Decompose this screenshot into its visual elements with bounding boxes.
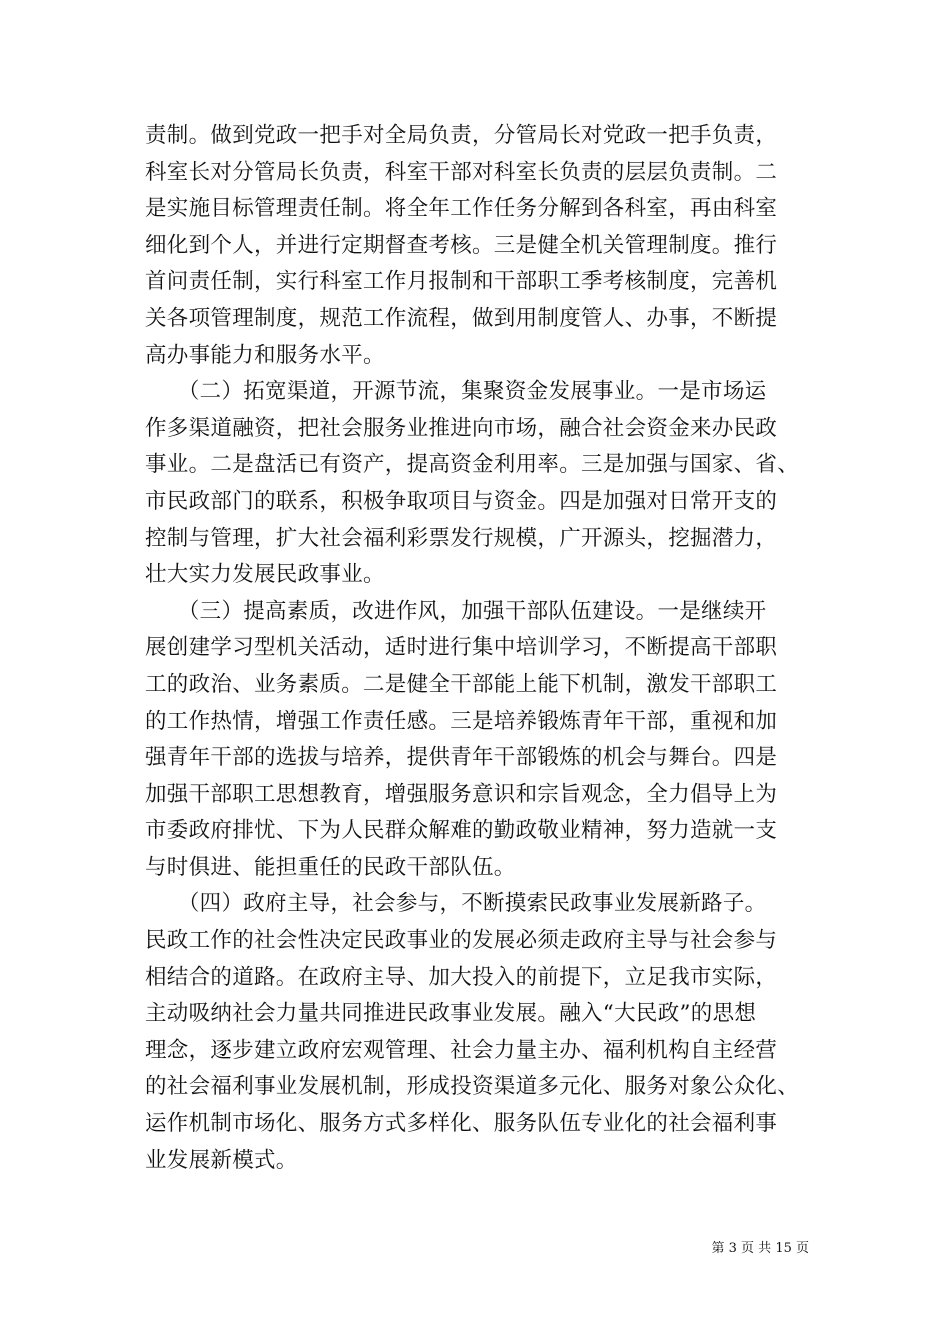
text-line: 民政工作的社会性决定民政事业的发展必须走政府主导与社会参与 [145,928,778,954]
text-line: 关各项管理制度，规范工作流程，做到用制度管人、办事，不断提 [145,305,778,331]
text-line: 细化到个人，并进行定期督查考核。三是健全机关管理制度。推行 [145,232,778,258]
body-text [145,118,810,1179]
text-line: （二）拓宽渠道，开源节流，集聚资金发展事业。一是市场运 [145,379,767,405]
text-line: 与时俱进、能担重任的民政干部队伍。 [145,854,516,880]
text-line: 市民政部门的联系，积极争取项目与资金。四是加强对日常开支的 [145,488,778,514]
text-line: 作多渠道融资，把社会服务业推进向市场，融合社会资金来办民政 [145,415,778,441]
text-line: 工的政治、业务素质。二是健全干部能上能下机制，激发干部职工 [145,671,778,697]
text-line: （三）提高素质，改进作风，加强干部队伍建设。一是继续开 [145,598,767,624]
text-line: 相结合的道路。在政府主导、加大投入的前提下，立足我市实际， [145,964,778,990]
text-line: （四）政府主导，社会参与，不断摸索民政事业发展新路子。 [145,891,767,917]
text-line: 首问责任制，实行科室工作月报制和干部职工季考核制度，完善机 [145,269,778,295]
text-line: 业发展新模式。 [145,1147,298,1173]
text-line: 理念，逐步建立政府宏观管理、社会力量主办、福利机构自主经营 [145,1037,778,1063]
text-line: 壮大实力发展民政事业。 [145,562,385,588]
text-line: 强青年干部的选拔与培养，提供青年干部锻炼的机会与舞台。四是 [145,745,778,771]
text-line: 加强干部职工思想教育，增强服务意识和宗旨观念，全力倡导上为 [145,781,778,807]
text-line: 的社会福利事业发展机制，形成投资渠道多元化、服务对象公众化、 [145,1074,800,1100]
text-line: 控制与管理，扩大社会福利彩票发行规模，广开源头，挖掘潜力， [145,525,778,551]
page-number: 第 3 页 共 15 页 [711,1241,809,1256]
text-line: 的工作热情，增强工作责任感。三是培养锻炼青年干部，重视和加 [145,708,778,734]
text-line: 运作机制市场化、服务方式多样化、服务队伍专业化的社会福利事 [145,1111,778,1137]
text-line: 事业。二是盘活已有资产，提高资金利用率。三是加强与国家、省、 [145,452,800,478]
text-line: 高办事能力和服务水平。 [145,342,385,368]
text-line: 主动吸纳社会力量共同推进民政事业发展。融入“大民政”的思想 [145,1001,757,1027]
text-line: 科室长对分管局长负责，科室干部对科室长负责的层层负责制。二 [145,159,778,185]
text-line: 展创建学习型机关活动，适时进行集中培训学习，不断提高干部职 [145,635,778,661]
text-line: 市委政府排忧、下为人民群众解难的勤政敬业精神，努力造就一支 [145,818,778,844]
text-line: 是实施目标管理责任制。将全年工作任务分解到各科室，再由科室 [145,196,778,222]
text-line: 责制。做到党政一把手对全局负责，分管局长对党政一把手负责， [145,123,778,148]
